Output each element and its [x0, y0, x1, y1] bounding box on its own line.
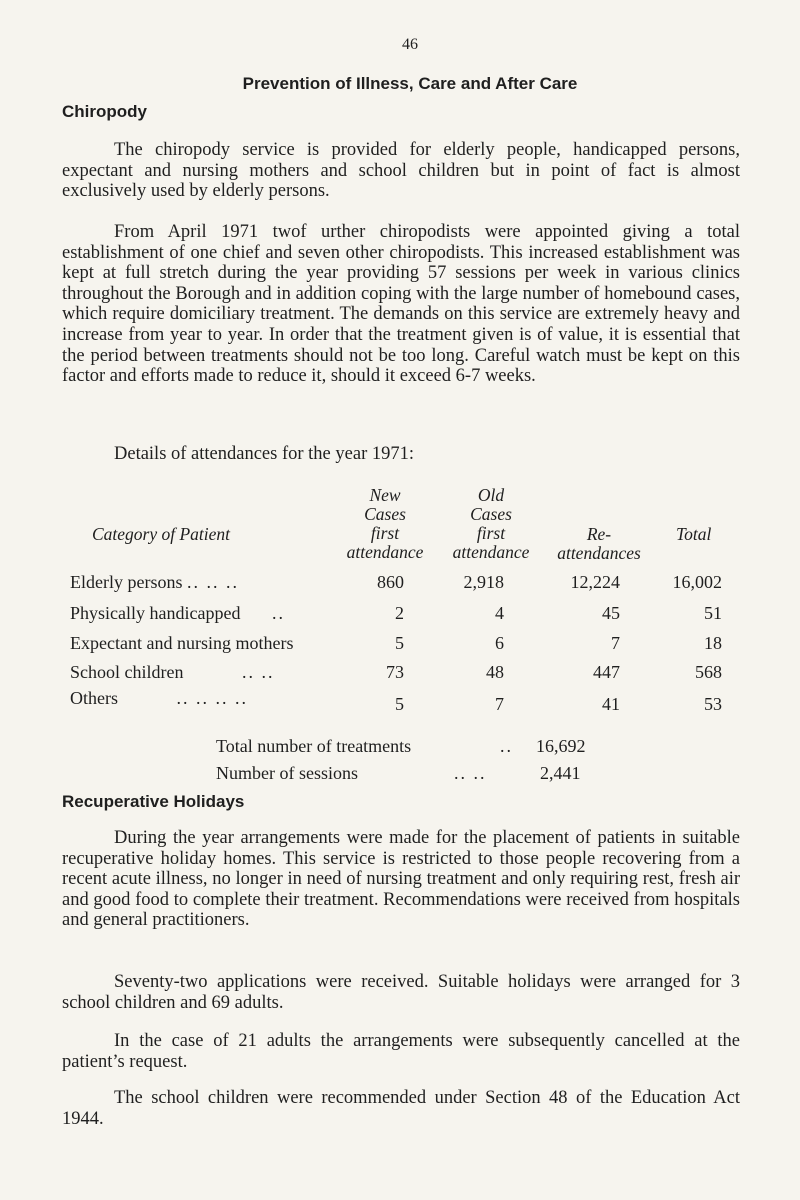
row-old: 48	[486, 662, 504, 682]
page-number: 46	[402, 36, 418, 53]
summary-leader: ..	[500, 736, 513, 756]
row-re: 45	[602, 603, 620, 623]
header-old-cases: Old Cases first attendance	[452, 485, 530, 562]
row-total: 18	[704, 633, 722, 653]
row-label: Expectant and nursing mothers	[70, 633, 294, 653]
chiropody-paragraph-2: From April 1971 twof urther chiropodists were appointed giving a total establishment of one chief and seven other chiropodists. This increased establishment was kept at full stretch during the year providing 57 sessions per week in various clinics throughout the Borough and in addition coping with the large number of homebound cases, which require domiciliary treatment. The demands on this service are extremely heavy and increase from year to year. In order that the treatment given is of value, it is essential that the period between treatments should not be too long. Careful watch must be kept on this factor and efforts made to reduce it, should it exceed 6-7 weeks.	[62, 222, 740, 387]
header-re-attendances: Re- attendances	[557, 524, 641, 563]
header-new-cases: New Cases first attendance	[346, 485, 424, 562]
table-intro: Details of attendances for the year 1971:	[114, 444, 414, 464]
summary-total-value: 16,692	[536, 736, 586, 756]
recuperative-paragraph-4: The school children were recommended under Section 48 of the Education Act 1944.	[62, 1088, 740, 1129]
row-new: 73	[386, 662, 404, 682]
row-re: 41	[602, 694, 620, 714]
row-total: 51	[704, 603, 722, 623]
row-total: 16,002	[672, 572, 722, 592]
header-category: Category of Patient	[92, 524, 231, 544]
row-re: 447	[593, 662, 620, 682]
summary-sessions: Number of sessions	[216, 763, 358, 783]
row-label: Physically handicapped ..	[70, 603, 285, 623]
recuperative-paragraph-3: In the case of 21 adults the arrangements were subsequently cancelled at the patient’s request.	[62, 1031, 740, 1072]
row-re: 7	[611, 633, 620, 653]
main-heading: Prevention of Illness, Care and After Care	[242, 74, 578, 93]
summary-total-treatments: Total number of treatments	[216, 736, 412, 756]
chiropody-paragraph-1: The chiropody service is provided for elderly people, handicapped persons, expectant and nursing mothers and school children but in point of fact is almost exclusively used by elderly persons.	[62, 140, 740, 202]
recuperative-heading: Recuperative Holidays	[62, 792, 245, 811]
header-total: Total	[676, 524, 712, 544]
row-total: 53	[704, 694, 722, 714]
summary-sessions-value: 2,441	[540, 763, 581, 783]
summary-leader: .. ..	[454, 763, 487, 783]
recuperative-paragraph-2: Seventy-two applications were received. Suitable holidays were arranged for 3 school children and 69 adults.	[62, 972, 740, 1013]
row-new: 2	[395, 603, 404, 623]
row-new: 5	[395, 694, 404, 714]
row-old: 7	[495, 694, 504, 714]
row-old: 4	[495, 603, 504, 623]
row-new: 5	[395, 633, 404, 653]
row-label: Elderly persons .. .. ..	[70, 572, 239, 592]
recuperative-paragraph-1: During the year arrangements were made for the placement of patients in suitable recuperative holiday homes. This service is restricted to those people recovering from a recent acute illness, no longer in need of nursing treatment and only requiring rest, fresh air and good food to complete their treatment. Recommendations were received from hospitals and general practitioners.	[62, 828, 740, 931]
row-new: 860	[377, 572, 404, 592]
chiropody-heading: Chiropody	[62, 102, 147, 121]
row-old: 6	[495, 633, 504, 653]
row-re: 12,224	[570, 572, 620, 592]
row-total: 568	[695, 662, 722, 682]
row-label: Others .. .. .. ..	[70, 688, 248, 708]
row-label: School children .. ..	[70, 662, 275, 682]
row-old: 2,918	[463, 572, 504, 592]
